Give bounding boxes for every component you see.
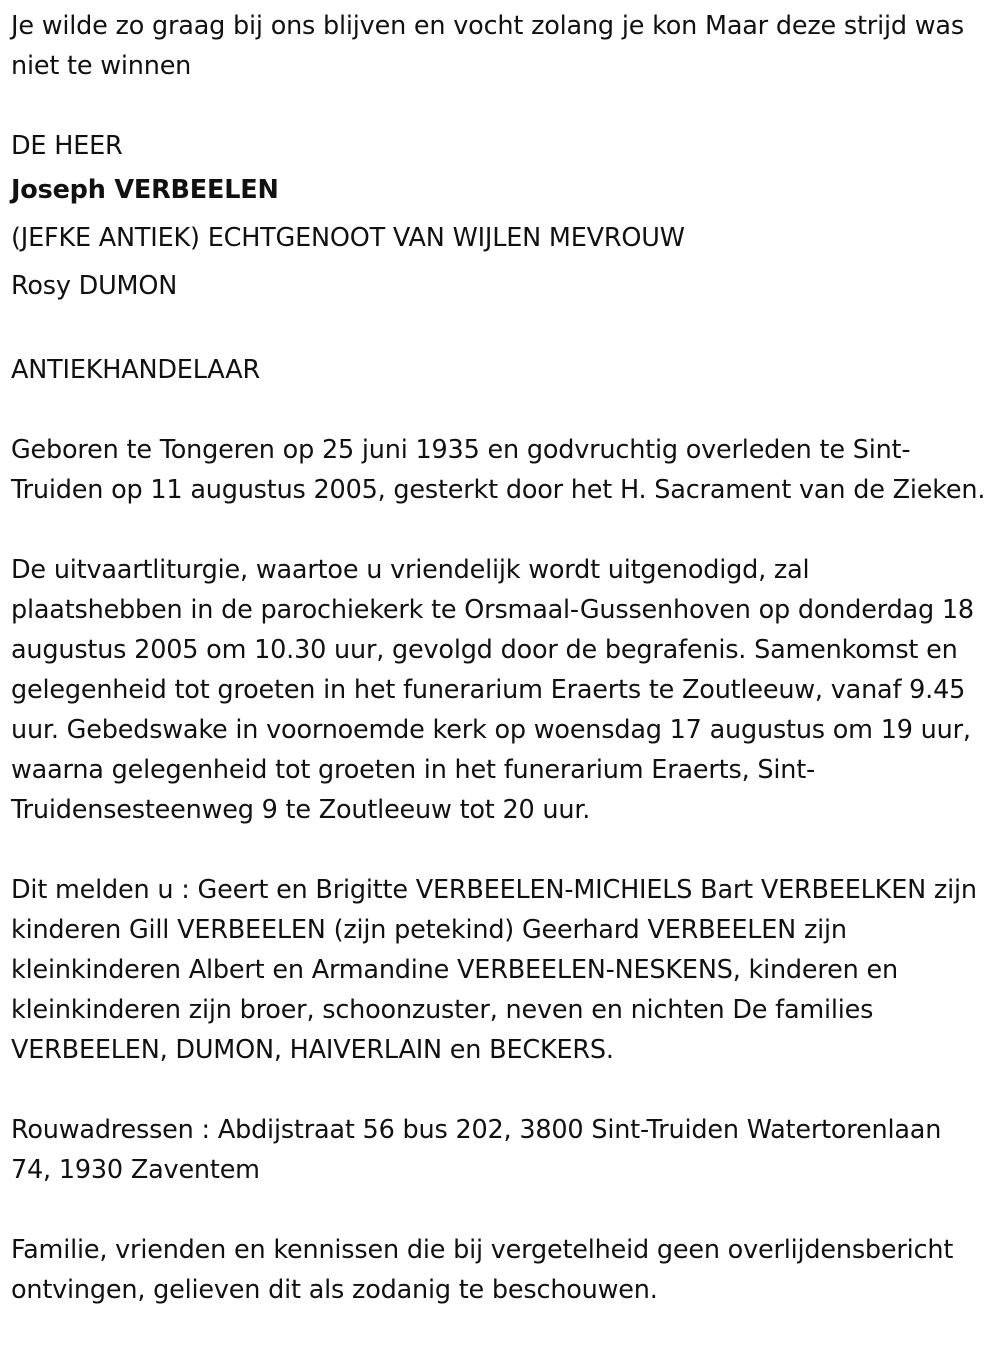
- spacer: [11, 310, 988, 350]
- spacer: [11, 510, 988, 550]
- spacer: [11, 86, 988, 126]
- mourning-addresses: Rouwadressen : Abdijstraat 56 bus 202, 3800 Sint-Truiden Watertorenlaan 74, 1930 Zaventem: [11, 1115, 942, 1185]
- announced-by-paragraph: Dit melden u : Geert en Brigitte VERBEELEN-MICHIELS Bart VERBEELKEN zijn kinderen Gill VERBEELEN (zijn petekind) Geerhard VERBEELEN zijn kleinkinderen Albert en Armandine VERBEELEN-NESKENS, kinderen en kleinkinderen zijn broer, schoonzuster, neven en nichten De families VERBEELEN, DUMON, HAIVERLAIN en BECKERS.: [11, 875, 977, 1065]
- spacer: [11, 1190, 988, 1230]
- opening-quote: Je wilde zo graag bij ons blijven en vocht zolang je kon Maar deze strijd was niet te winnen: [11, 11, 964, 81]
- closing-paragraph: Familie, vrienden en kennissen die bij vergetelheid geen overlijdensbericht ontvingen, gelieven dit als zodanig te beschouwen.: [11, 1235, 954, 1305]
- spacer: [11, 1070, 988, 1110]
- deceased-name: Joseph VERBEELEN: [11, 175, 279, 205]
- occupation: ANTIEKHANDELAAR: [11, 355, 260, 385]
- spacer: [11, 390, 988, 430]
- birth-death-paragraph: Geboren te Tongeren op 25 juni 1935 en godvruchtig overleden te Sint-Truiden op 11 augustus 2005, gesterkt door het H. Sacrament van de Zieken.: [11, 435, 986, 505]
- spouse-name: Rosy DUMON: [11, 271, 178, 301]
- funeral-paragraph: De uitvaartliturgie, waartoe u vriendelijk wordt uitgenodigd, zal plaatshebben in de parochiekerk te Orsmaal-Gussenhoven op donderdag 18 augustus 2005 om 10.30 uur, gevolgd door de begrafenis. Samenkomst en gelegenheid tot groeten in het funerarium Eraerts te Zoutleeuw, vanaf 9.45 uur. Gebedswake in voornoemde kerk op woensdag 17 augustus om 19 uur, waarna gelegenheid tot groeten in het funerarium Eraerts, Sint-Truidensesteenweg 9 te Zoutleeuw tot 20 uur.: [11, 555, 974, 825]
- honorific-title: DE HEER: [11, 131, 123, 161]
- spacer: [11, 830, 988, 870]
- nickname-and-spouse: (JEFKE ANTIEK) ECHTGENOOT VAN WIJLEN MEVROUW: [11, 223, 685, 253]
